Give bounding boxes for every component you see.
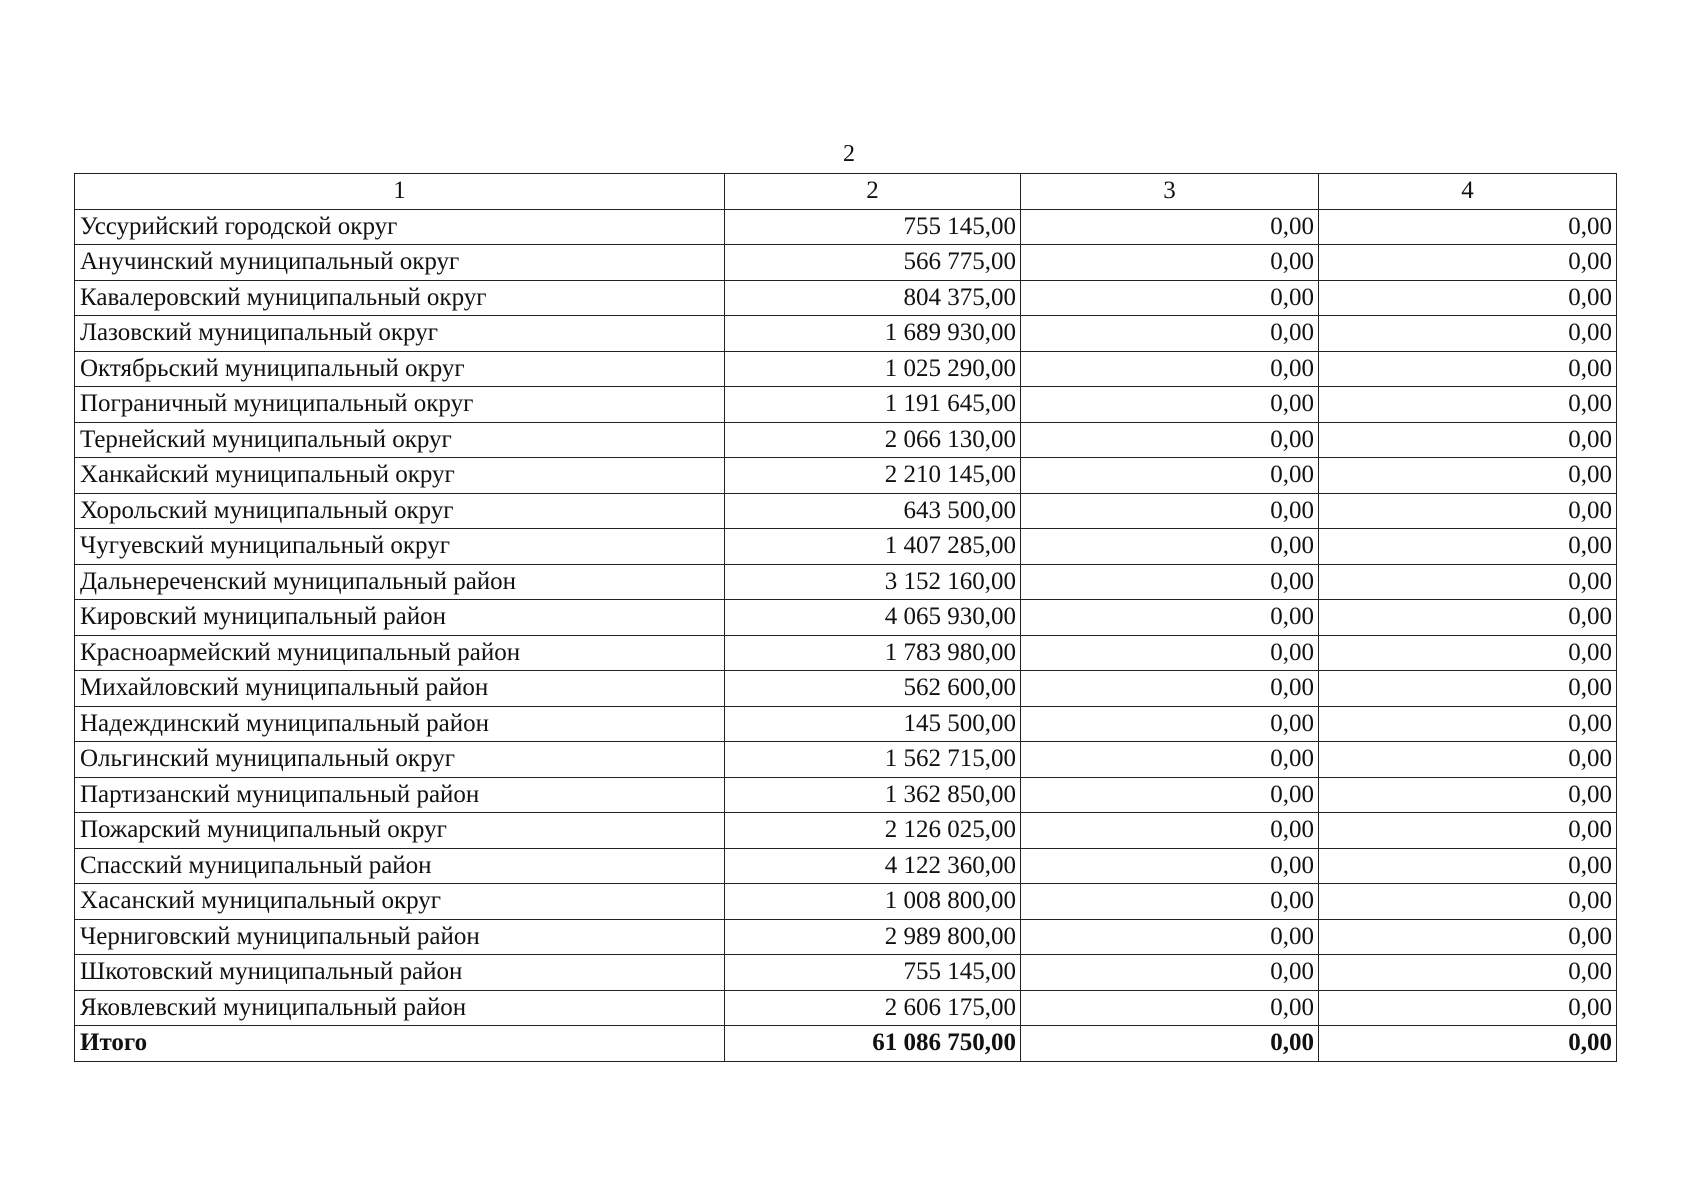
table-row [75, 493, 1617, 529]
district-name-cell: Кавалеровский муниципальный округ [75, 280, 725, 316]
district-name-cell: Октябрьский муниципальный округ [75, 351, 725, 387]
amount-col2-cell: 1 407 285,00 [725, 529, 1021, 565]
amount-col4-cell: 0,00 [1319, 884, 1617, 920]
amount-col3-cell: 0,00 [1021, 671, 1319, 707]
amount-col4-cell: 0,00 [1319, 990, 1617, 1026]
amount-col3-cell: 0,00 [1021, 422, 1319, 458]
amount-col3-cell: 0,00 [1021, 351, 1319, 387]
amount-col2-cell: 1 562 715,00 [725, 742, 1021, 778]
page-number: 2 [843, 141, 855, 167]
amount-col4-cell: 0,00 [1319, 387, 1617, 423]
amount-col3-cell: 0,00 [1021, 635, 1319, 671]
amount-col3-cell: 0,00 [1021, 848, 1319, 884]
amount-col4-cell: 0,00 [1319, 351, 1617, 387]
column-header-1: 1 [75, 174, 725, 210]
amount-col4-cell: 0,00 [1319, 245, 1617, 281]
header-row [75, 174, 1617, 210]
amount-col4-cell: 0,00 [1319, 564, 1617, 600]
amount-col2-cell: 755 145,00 [725, 209, 1021, 245]
amount-col4-cell: 0,00 [1319, 813, 1617, 849]
district-name-cell: Михайловский муниципальный район [75, 671, 725, 707]
amount-col4-cell: 0,00 [1319, 706, 1617, 742]
table-row [75, 706, 1617, 742]
amount-col2-cell: 1 191 645,00 [725, 387, 1021, 423]
amount-col2-cell: 566 775,00 [725, 245, 1021, 281]
district-name-cell: Итого [75, 1026, 725, 1062]
column-header-3: 3 [1021, 174, 1319, 210]
amount-col2-cell: 4 065 930,00 [725, 600, 1021, 636]
district-name-cell: Ханкайский муниципальный округ [75, 458, 725, 494]
amount-col3-cell: 0,00 [1021, 777, 1319, 813]
table-row [75, 884, 1617, 920]
district-name-cell: Спасский муниципальный район [75, 848, 725, 884]
column-header-2: 2 [725, 174, 1021, 210]
column-header-4: 4 [1319, 174, 1617, 210]
amount-col4-cell: 0,00 [1319, 422, 1617, 458]
amount-col2-cell: 1 783 980,00 [725, 635, 1021, 671]
amount-col4-cell: 0,00 [1319, 955, 1617, 991]
amount-col3-cell: 0,00 [1021, 387, 1319, 423]
table-row [75, 529, 1617, 565]
amount-col3-cell: 0,00 [1021, 1026, 1319, 1062]
district-name-cell: Черниговский муниципальный район [75, 919, 725, 955]
amount-col3-cell: 0,00 [1021, 245, 1319, 281]
table-row [75, 600, 1617, 636]
amount-col4-cell: 0,00 [1319, 919, 1617, 955]
amount-col4-cell: 0,00 [1319, 671, 1617, 707]
amount-col2-cell: 1 689 930,00 [725, 316, 1021, 352]
amount-col3-cell: 0,00 [1021, 919, 1319, 955]
table-row [75, 458, 1617, 494]
district-name-cell: Тернейский муниципальный округ [75, 422, 725, 458]
amount-col3-cell: 0,00 [1021, 955, 1319, 991]
district-name-cell: Кировский муниципальный район [75, 600, 725, 636]
table-row [75, 316, 1617, 352]
amount-col2-cell: 3 152 160,00 [725, 564, 1021, 600]
amount-col3-cell: 0,00 [1021, 458, 1319, 494]
amount-col2-cell: 145 500,00 [725, 706, 1021, 742]
table-row [75, 387, 1617, 423]
district-name-cell: Красноармейский муниципальный район [75, 635, 725, 671]
amount-col2-cell: 4 122 360,00 [725, 848, 1021, 884]
district-name-cell: Лазовский муниципальный округ [75, 316, 725, 352]
district-name-cell: Пожарский муниципальный округ [75, 813, 725, 849]
amount-col4-cell: 0,00 [1319, 848, 1617, 884]
amount-col4-cell: 0,00 [1319, 316, 1617, 352]
amount-col4-cell: 0,00 [1319, 1026, 1617, 1062]
district-name-cell: Хасанский муниципальный округ [75, 884, 725, 920]
amount-col4-cell: 0,00 [1319, 209, 1617, 245]
amount-col4-cell: 0,00 [1319, 493, 1617, 529]
amount-col4-cell: 0,00 [1319, 280, 1617, 316]
amount-col3-cell: 0,00 [1021, 990, 1319, 1026]
amount-col3-cell: 0,00 [1021, 742, 1319, 778]
budget-table [74, 173, 1617, 1062]
table-row [75, 990, 1617, 1026]
amount-col3-cell: 0,00 [1021, 209, 1319, 245]
district-name-cell: Хорольский муниципальный округ [75, 493, 725, 529]
amount-col2-cell: 1 025 290,00 [725, 351, 1021, 387]
amount-col4-cell: 0,00 [1319, 742, 1617, 778]
amount-col3-cell: 0,00 [1021, 706, 1319, 742]
amount-col3-cell: 0,00 [1021, 813, 1319, 849]
district-name-cell: Дальнереченский муниципальный район [75, 564, 725, 600]
table-row [75, 280, 1617, 316]
amount-col2-cell: 2 126 025,00 [725, 813, 1021, 849]
amount-col2-cell: 2 606 175,00 [725, 990, 1021, 1026]
amount-col3-cell: 0,00 [1021, 529, 1319, 565]
amount-col2-cell: 2 989 800,00 [725, 919, 1021, 955]
table-row [75, 777, 1617, 813]
amount-col3-cell: 0,00 [1021, 316, 1319, 352]
amount-col4-cell: 0,00 [1319, 777, 1617, 813]
district-name-cell: Анучинский муниципальный округ [75, 245, 725, 281]
amount-col3-cell: 0,00 [1021, 884, 1319, 920]
district-name-cell: Партизанский муниципальный район [75, 777, 725, 813]
amount-col3-cell: 0,00 [1021, 564, 1319, 600]
amount-col2-cell: 2 066 130,00 [725, 422, 1021, 458]
table-row [75, 955, 1617, 991]
district-name-cell: Пограничный муниципальный округ [75, 387, 725, 423]
district-name-cell: Яковлевский муниципальный район [75, 990, 725, 1026]
total-row [75, 1026, 1617, 1062]
table-row [75, 209, 1617, 245]
amount-col2-cell: 804 375,00 [725, 280, 1021, 316]
district-name-cell: Уссурийский городской округ [75, 209, 725, 245]
amount-col2-cell: 643 500,00 [725, 493, 1021, 529]
table-row [75, 351, 1617, 387]
table-body [75, 209, 1617, 1061]
amount-col2-cell: 1 008 800,00 [725, 884, 1021, 920]
table-row [75, 422, 1617, 458]
table-row [75, 813, 1617, 849]
amount-col4-cell: 0,00 [1319, 458, 1617, 494]
table-row [75, 564, 1617, 600]
table-row [75, 635, 1617, 671]
table-row [75, 245, 1617, 281]
table-row [75, 742, 1617, 778]
amount-col4-cell: 0,00 [1319, 600, 1617, 636]
table-row [75, 919, 1617, 955]
amount-col2-cell: 1 362 850,00 [725, 777, 1021, 813]
amount-col2-cell: 562 600,00 [725, 671, 1021, 707]
amount-col2-cell: 2 210 145,00 [725, 458, 1021, 494]
amount-col3-cell: 0,00 [1021, 600, 1319, 636]
table-row [75, 848, 1617, 884]
amount-col3-cell: 0,00 [1021, 280, 1319, 316]
amount-col3-cell: 0,00 [1021, 493, 1319, 529]
amount-col4-cell: 0,00 [1319, 529, 1617, 565]
amount-col4-cell: 0,00 [1319, 635, 1617, 671]
district-name-cell: Надеждинский муниципальный район [75, 706, 725, 742]
district-name-cell: Шкотовский муниципальный район [75, 955, 725, 991]
amount-col2-cell: 61 086 750,00 [725, 1026, 1021, 1062]
table-row [75, 671, 1617, 707]
district-name-cell: Чугуевский муниципальный округ [75, 529, 725, 565]
amount-col2-cell: 755 145,00 [725, 955, 1021, 991]
district-name-cell: Ольгинский муниципальный округ [75, 742, 725, 778]
